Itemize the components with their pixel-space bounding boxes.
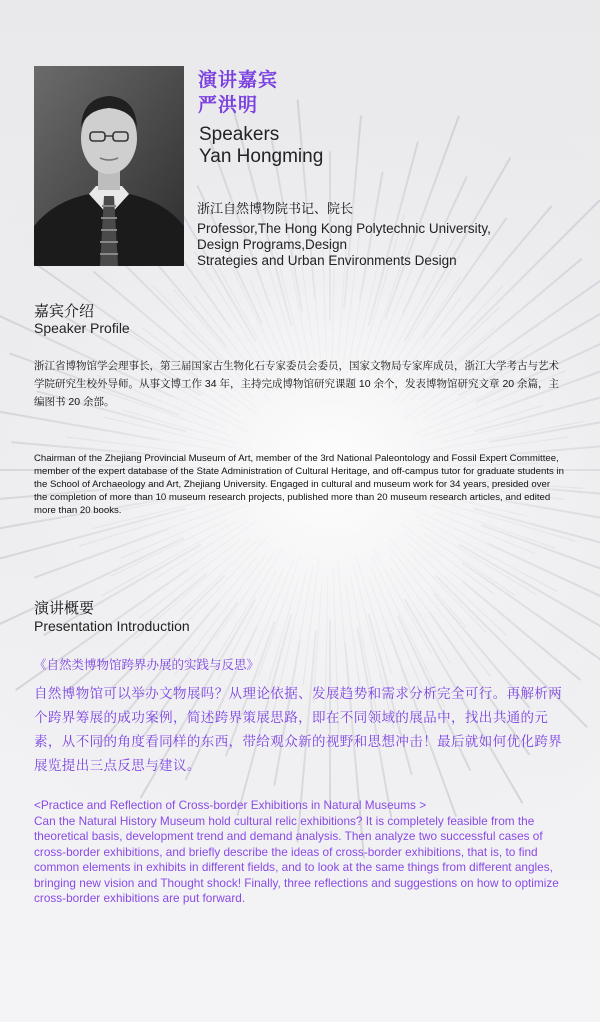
presentation-title-en: <Practice and Reflection of Cross-border Exhibitions in Natural Museums > — [34, 798, 427, 812]
profile-body-zh: 浙江省博物馆学会理事长，第三届国家古生物化石专家委员会委员，国家文物局专家库成员，浙江大学考古与艺术学院研究生校外导师。从事文博工作 34 年，主持完成博物馆研究课题 10 余个，发表博物馆研究文章 20 余篇，主编图书 20 余部。 — [34, 360, 560, 408]
speaker-position-zh: 浙江自然博物院书记、院长 — [197, 201, 354, 216]
speaker-position-en — [197, 221, 597, 269]
speaker-label-en: Speakers — [199, 124, 280, 145]
presentation-body-en-text: Can the Natural History Museum hold cultural relic exhibitions? It is completely feasible from the theoretical basis, development trend and demand analysis. Then analyze two successful cases of cross-border exhibitions, and briefly describe the ideas of cross-border exhibitions, that is, to find common elements in exhibits in different fields, and to look at the same things from different angles, bringing new vision and Thought shock! Finally, three reflections and suggestions on how to optimize cross-border exhibitions are put forward. — [34, 813, 559, 905]
profile-heading-zh: 嘉宾介绍 — [34, 303, 95, 320]
presentation-body-en — [34, 798, 568, 907]
presentation-heading-en: Presentation Introduction — [34, 618, 190, 634]
speaker-name-zh: 严洪明 — [198, 95, 259, 116]
speaker-name-en: Yan Hongming — [199, 146, 324, 167]
profile-body-en: Chairman of the Zhejiang Provincial Museum of Art, member of the 3rd National Paleontology and Fossil Expert Committee, member of the expert database of the State Administration of Cultural Heritage, and off-campus tutor for graduate students in the School of Archaeology and Art, Zhejiang University. Engaged in cultural and museum work for 34 years, presided over the completion of more than 10 museum research projects, published more than 20 museum research articles, and edited more than 20 books. — [34, 453, 564, 516]
speaker-label-zh: 演讲嘉宾 — [198, 70, 279, 91]
speaker-photo — [34, 66, 184, 266]
speaker-position-en-line: Design Programs,Design — [197, 237, 348, 252]
speaker-position-en-line: Professor,The Hong Kong Polytechnic University, — [197, 221, 491, 236]
presentation-title-zh: 《自然类博物馆跨界办展的实践与反思》 — [34, 658, 260, 672]
profile-heading-en: Speaker Profile — [34, 320, 130, 336]
presentation-body-zh: 自然博物馆可以举办文物展吗？从理论依据、发展趋势和需求分析完全可行。再解析两个跨界筹展的成功案例，简述跨界策展思路，即在不同领域的展品中，找出共通的元素，从不同的角度看同样的东西，带给观众新的视野和思想冲击！最后就如何优化跨界展览提出三点反思与建议。 — [34, 686, 563, 773]
presentation-heading-zh: 演讲概要 — [34, 600, 95, 617]
speaker-position-en-line: Strategies and Urban Environments Design — [197, 253, 457, 268]
